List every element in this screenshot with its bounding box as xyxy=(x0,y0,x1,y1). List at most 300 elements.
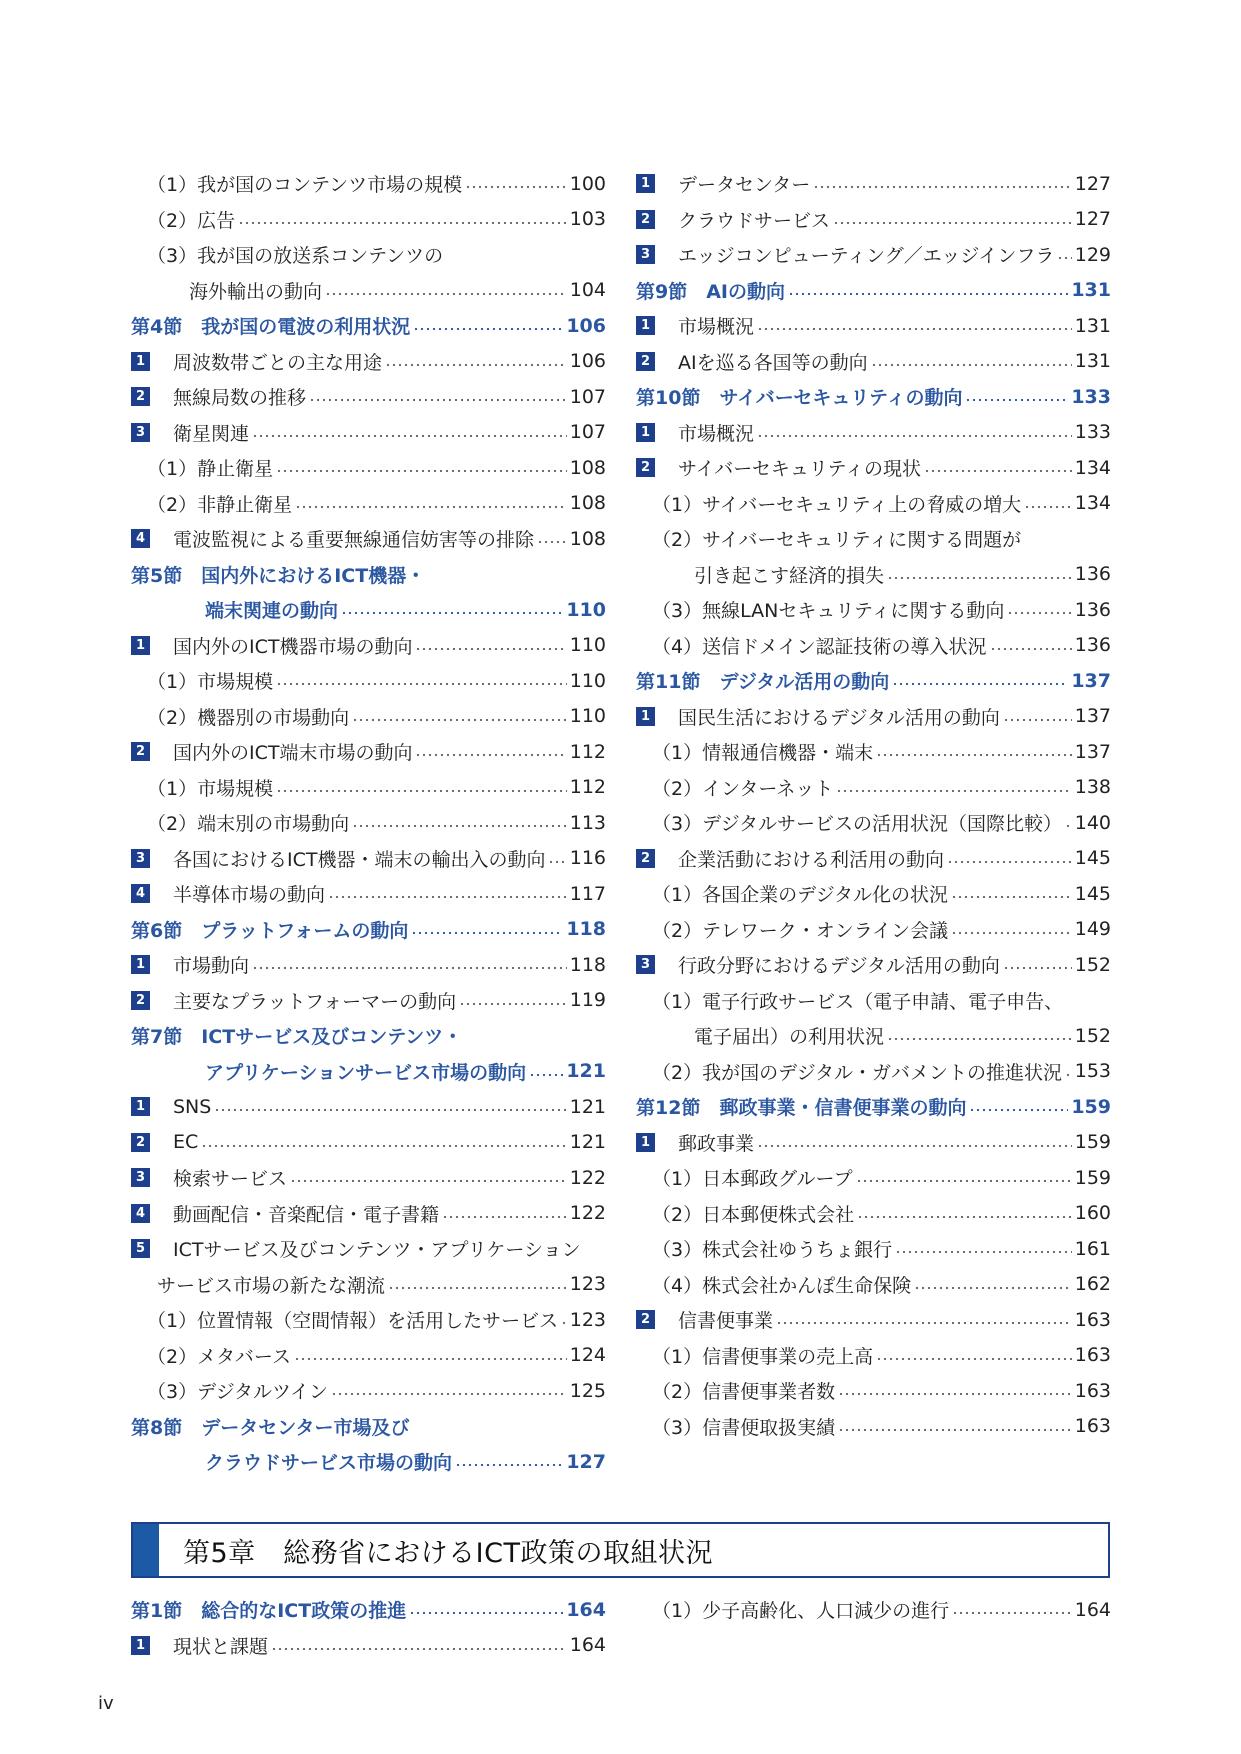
page-ref: 136 xyxy=(1074,563,1111,586)
toc-row xyxy=(636,486,1111,522)
dot-leader xyxy=(413,308,563,344)
entry-title: （2）非静止衛星 xyxy=(147,490,295,517)
item-number-badge: 2 xyxy=(131,387,150,406)
toc-row xyxy=(131,947,606,983)
entry-title: アプリケーションサービス市場の動向 xyxy=(205,1058,529,1085)
page-ref: 119 xyxy=(569,989,606,1012)
toc-entry[interactable] xyxy=(205,592,606,628)
page-ref: 118 xyxy=(569,953,606,976)
toc-entry[interactable] xyxy=(147,1338,606,1374)
page-ref: 161 xyxy=(1074,1237,1111,1260)
toc-row xyxy=(636,1338,1111,1374)
toc-entry[interactable] xyxy=(678,947,1111,983)
toc-entry[interactable] xyxy=(636,379,1111,415)
toc-entry[interactable] xyxy=(678,166,1111,202)
page-ref: 131 xyxy=(1071,279,1111,302)
dot-leader xyxy=(1003,947,1072,983)
toc-row xyxy=(636,876,1111,912)
toc-entry[interactable] xyxy=(652,912,1111,948)
dot-leader xyxy=(924,450,1072,486)
item-number-badge: 4 xyxy=(131,529,150,548)
dot-leader xyxy=(328,876,567,912)
item-number-badge: 2 xyxy=(636,458,655,477)
dot-leader xyxy=(548,841,566,877)
toc-entry[interactable] xyxy=(678,841,1111,877)
page-ref: 159 xyxy=(1074,1166,1111,1189)
toc-entry[interactable] xyxy=(173,876,606,912)
entry-title: （4）送信ドメイン認証技術の導入状況 xyxy=(652,632,990,659)
page-ref: 137 xyxy=(1074,740,1111,763)
page-ref: 140 xyxy=(1074,811,1111,834)
toc-entry[interactable] xyxy=(173,344,606,380)
page-ref: 110 xyxy=(569,669,606,692)
item-number-badge: 2 xyxy=(636,1310,655,1329)
entry-title: （3）デジタルサービスの活用状況（国際比較） xyxy=(652,809,1065,836)
page-ref: 127 xyxy=(1074,172,1111,195)
toc-entry[interactable] xyxy=(131,308,606,344)
entry-title: （2）インターネット xyxy=(652,774,836,801)
entry-title: データセンター xyxy=(678,170,813,197)
item-number-badge: 2 xyxy=(636,210,655,229)
entry-title: ICTサービス及びコンテンツ・アプリケーション xyxy=(173,1235,584,1262)
dot-leader xyxy=(352,805,567,841)
item-number-badge: 1 xyxy=(636,174,655,193)
toc-entry[interactable] xyxy=(147,202,606,238)
toc-row xyxy=(636,592,1111,628)
entry-title: （2）サイバーセキュリティに関する問題が xyxy=(652,525,1024,552)
toc-entry[interactable] xyxy=(678,202,1111,238)
page-ref: 153 xyxy=(1074,1060,1111,1083)
toc-row xyxy=(636,805,1111,841)
toc-entry[interactable] xyxy=(652,1267,1111,1303)
page-ref: 108 xyxy=(569,527,606,550)
toc-entry[interactable] xyxy=(678,1125,1111,1161)
toc-row xyxy=(636,202,1111,238)
page-ref: 127 xyxy=(566,1450,606,1473)
toc-row xyxy=(131,415,606,451)
entry-title: 各国におけるICT機器・端末の輸出入の動向 xyxy=(173,845,548,872)
toc-row xyxy=(636,450,1111,486)
item-number-badge: 4 xyxy=(131,884,150,903)
toc-row xyxy=(131,1125,606,1161)
toc-row xyxy=(131,166,606,202)
dot-leader xyxy=(914,1267,1072,1303)
dot-leader xyxy=(415,628,566,664)
toc-row xyxy=(636,1196,1111,1232)
toc-entry[interactable] xyxy=(652,628,1111,664)
toc-row xyxy=(636,1018,1111,1054)
toc-row xyxy=(131,1628,606,1664)
entry-title: （1）サイバーセキュリティ上の脅威の増大 xyxy=(652,490,1024,517)
entry-title: （3）我が国の放送系コンテンツの xyxy=(147,241,446,268)
page-ref: 131 xyxy=(1074,314,1111,337)
entry-title: 半導体市場の動向 xyxy=(173,880,328,907)
toc-entry[interactable] xyxy=(173,628,606,664)
entry-title: 海外輸出の動向 xyxy=(189,277,325,304)
page-ref: 137 xyxy=(1074,705,1111,728)
toc-row xyxy=(131,344,606,380)
toc-entry[interactable] xyxy=(652,1409,1111,1445)
item-number-badge: 3 xyxy=(131,849,150,868)
toc-entry[interactable] xyxy=(652,1054,1111,1090)
page-ref: 100 xyxy=(569,172,606,195)
page-ref: 134 xyxy=(1074,492,1111,515)
toc-row xyxy=(636,947,1111,983)
toc-row xyxy=(131,1302,606,1338)
entry-title: （1）市場規模 xyxy=(147,667,276,694)
page-ref: 145 xyxy=(1074,882,1111,905)
page-ref: 113 xyxy=(569,811,606,834)
dot-leader xyxy=(411,912,563,948)
toc-entry[interactable] xyxy=(678,308,1111,344)
toc-entry[interactable] xyxy=(173,841,606,877)
toc-row xyxy=(131,557,606,593)
item-number-badge: 2 xyxy=(131,1133,150,1152)
toc-entry[interactable] xyxy=(147,486,606,522)
toc-entry[interactable] xyxy=(652,770,1111,806)
toc-entry[interactable] xyxy=(205,1054,606,1090)
toc-row xyxy=(131,450,606,486)
toc-entry[interactable] xyxy=(157,1267,606,1303)
item-number-badge: 2 xyxy=(636,352,655,371)
toc-row xyxy=(636,912,1111,948)
toc-entry[interactable] xyxy=(173,521,606,557)
dot-leader xyxy=(309,379,567,415)
entry-title: 行政分野におけるデジタル活用の動向 xyxy=(678,951,1003,978)
toc-row xyxy=(131,805,606,841)
item-number-badge: 5 xyxy=(131,1239,150,1258)
page-ref: 127 xyxy=(1074,208,1111,231)
dot-leader xyxy=(276,770,567,806)
toc-row xyxy=(131,237,606,273)
toc-entry[interactable] xyxy=(652,486,1111,522)
item-number-badge: 2 xyxy=(131,991,150,1010)
item-number-badge: 1 xyxy=(636,1133,655,1152)
dot-leader xyxy=(388,1267,567,1303)
toc-row xyxy=(636,308,1111,344)
toc-row xyxy=(131,1444,606,1480)
dot-leader xyxy=(271,1628,567,1664)
toc-entry[interactable] xyxy=(147,1302,606,1338)
item-number-badge: 1 xyxy=(131,1636,150,1655)
toc-entry[interactable] xyxy=(652,805,1111,841)
toc-row xyxy=(636,1089,1111,1125)
chapter-title: 第5章 総務省におけるICT政策の取組状況 xyxy=(183,1537,713,1569)
page-ref: 123 xyxy=(569,1273,606,1296)
toc-entry[interactable] xyxy=(694,557,1111,593)
entry-title: 現状と課題 xyxy=(173,1632,271,1659)
item-number-badge: 4 xyxy=(131,1204,150,1223)
entry-title: 動画配信・音楽配信・電子書籍 xyxy=(173,1200,442,1227)
toc-entry[interactable] xyxy=(678,450,1111,486)
toc-row xyxy=(636,1054,1111,1090)
toc-entry[interactable] xyxy=(652,1196,1111,1232)
toc-row xyxy=(131,1018,606,1054)
toc-row xyxy=(131,912,606,948)
toc-entry[interactable] xyxy=(636,1089,1111,1125)
page-ref: 110 xyxy=(569,634,606,657)
dot-leader xyxy=(757,308,1072,344)
entry-title: クラウドサービス市場の動向 xyxy=(205,1448,455,1475)
dot-leader xyxy=(876,1338,1072,1374)
toc-entry[interactable] xyxy=(678,699,1111,735)
dot-leader xyxy=(876,734,1072,770)
dot-leader xyxy=(341,592,563,628)
dot-leader xyxy=(201,1125,566,1161)
entry-title: 市場概況 xyxy=(678,419,757,446)
page-ref: 138 xyxy=(1074,776,1111,799)
toc-entry[interactable] xyxy=(652,734,1111,770)
entry-title: EC xyxy=(173,1131,201,1153)
page-ref: 112 xyxy=(569,776,606,799)
dot-leader xyxy=(455,1444,563,1480)
toc-row xyxy=(131,663,606,699)
dot-leader xyxy=(1003,699,1072,735)
dot-leader xyxy=(331,1373,567,1409)
page-ref: 106 xyxy=(566,314,606,337)
toc-entry[interactable] xyxy=(147,450,606,486)
dot-leader xyxy=(1065,805,1072,841)
toc-entry[interactable] xyxy=(652,521,1111,557)
toc-entry[interactable] xyxy=(131,557,606,593)
entry-title: （1）情報通信機器・端末 xyxy=(652,738,876,765)
toc-entry[interactable] xyxy=(173,1160,606,1196)
entry-title: 電子届出）の利用状況 xyxy=(694,1022,887,1049)
entry-title: （2）メタバース xyxy=(147,1342,294,1369)
page-ref: 159 xyxy=(1074,1131,1111,1154)
entry-title: （1）少子高齢化、人口減少の進行 xyxy=(652,1596,952,1623)
page-ref: 117 xyxy=(569,882,606,905)
toc-row xyxy=(131,1338,606,1374)
entry-title: SNS xyxy=(173,1096,214,1118)
toc-entry[interactable] xyxy=(189,273,606,309)
toc-row xyxy=(636,379,1111,415)
item-number-badge: 3 xyxy=(636,955,655,974)
entry-title: 衛星関連 xyxy=(173,419,252,446)
page-ref: 110 xyxy=(569,705,606,728)
toc-entry[interactable] xyxy=(636,663,1111,699)
page-ref: 122 xyxy=(569,1202,606,1225)
toc-right-column xyxy=(636,166,1111,1444)
item-number-badge: 1 xyxy=(636,707,655,726)
toc-row xyxy=(636,415,1111,451)
entry-title: （2）機器別の市場動向 xyxy=(147,703,352,730)
toc-entry[interactable] xyxy=(131,1018,606,1054)
toc-entry[interactable] xyxy=(147,1373,606,1409)
page-ref: 124 xyxy=(569,1344,606,1367)
toc-row xyxy=(636,557,1111,593)
entry-title: 第9節 AIの動向 xyxy=(636,277,788,304)
dot-leader xyxy=(385,344,567,380)
dot-leader xyxy=(238,202,567,238)
page-ref: 104 xyxy=(569,279,606,302)
toc-entry[interactable] xyxy=(173,983,606,1019)
toc-entry[interactable] xyxy=(652,1338,1111,1374)
toc-entry[interactable] xyxy=(147,770,606,806)
page-ref: 110 xyxy=(566,598,606,621)
toc-row xyxy=(131,1160,606,1196)
toc-entry[interactable] xyxy=(173,379,606,415)
toc-entry[interactable] xyxy=(173,1628,606,1664)
entry-title: （2）テレワーク・オンライン会議 xyxy=(652,916,951,943)
toc-entry[interactable] xyxy=(205,1444,606,1480)
item-number-badge: 1 xyxy=(131,955,150,974)
toc-entry[interactable] xyxy=(652,1231,1111,1267)
entry-title: 主要なプラットフォーマーの動向 xyxy=(173,987,459,1014)
toc-row xyxy=(636,841,1111,877)
entry-title: エッジコンピューティング／エッジインフラ xyxy=(678,241,1057,268)
toc-entry[interactable] xyxy=(147,805,606,841)
toc-row xyxy=(636,1125,1111,1161)
dot-leader xyxy=(952,1592,1072,1628)
toc-entry[interactable] xyxy=(173,1089,606,1125)
toc-row xyxy=(131,1089,606,1125)
toc-row xyxy=(131,592,606,628)
page-ref: 133 xyxy=(1074,421,1111,444)
entry-title: （3）信書便取扱実績 xyxy=(652,1413,838,1440)
toc-entry[interactable] xyxy=(678,415,1111,451)
dot-leader xyxy=(295,486,567,522)
dot-leader xyxy=(788,273,1068,309)
toc-entry[interactable] xyxy=(652,1160,1111,1196)
toc-entry[interactable] xyxy=(173,1231,606,1267)
entry-title: （2）信書便事業者数 xyxy=(652,1377,838,1404)
page-ref: 149 xyxy=(1074,918,1111,941)
toc-entry[interactable] xyxy=(652,876,1111,912)
dot-leader xyxy=(757,415,1072,451)
toc-row xyxy=(131,1373,606,1409)
toc-row xyxy=(636,770,1111,806)
dot-leader xyxy=(276,450,567,486)
entry-title: （1）日本郵政グループ xyxy=(652,1164,856,1191)
page-ref: 163 xyxy=(1074,1415,1111,1438)
toc-row xyxy=(636,1373,1111,1409)
toc-entry[interactable] xyxy=(652,1592,1111,1628)
toc-entry[interactable] xyxy=(652,983,1111,1019)
toc-row xyxy=(131,734,606,770)
dot-leader xyxy=(965,379,1068,415)
toc-entry[interactable] xyxy=(147,237,606,273)
toc-entry[interactable] xyxy=(678,344,1111,380)
page-ref: 108 xyxy=(569,456,606,479)
toc-row xyxy=(131,699,606,735)
dot-leader xyxy=(252,947,567,983)
page-number: iv xyxy=(98,1693,114,1714)
entry-title: （3）デジタルツイン xyxy=(147,1377,331,1404)
dot-leader xyxy=(214,1089,566,1125)
dot-leader xyxy=(969,1089,1068,1125)
toc-entry[interactable] xyxy=(678,237,1111,273)
toc-entry[interactable] xyxy=(147,166,606,202)
toc-entry[interactable] xyxy=(131,1592,606,1628)
entry-title: （1）静止衛星 xyxy=(147,454,276,481)
toc-row xyxy=(636,1409,1111,1445)
toc-row xyxy=(131,1592,606,1628)
dot-leader xyxy=(838,1409,1072,1445)
toc-entry[interactable] xyxy=(173,415,606,451)
entry-title: AIを巡る各国等の動向 xyxy=(678,348,871,375)
toc-entry[interactable] xyxy=(652,1373,1111,1409)
entry-title: 第10節 サイバーセキュリティの動向 xyxy=(636,383,965,410)
toc-row xyxy=(636,344,1111,380)
dot-leader xyxy=(871,344,1072,380)
toc-entry[interactable] xyxy=(636,273,1111,309)
dot-leader xyxy=(951,876,1072,912)
entry-title: （2）日本郵便株式会社 xyxy=(652,1200,857,1227)
toc-entry[interactable] xyxy=(147,699,606,735)
toc-row xyxy=(636,1231,1111,1267)
dot-leader xyxy=(1057,237,1071,273)
entry-title: 国内外のICT機器市場の動向 xyxy=(173,632,415,659)
item-number-badge: 3 xyxy=(131,423,150,442)
dot-leader xyxy=(529,1054,563,1090)
toc-entry[interactable] xyxy=(678,1302,1111,1338)
dot-leader xyxy=(325,273,567,309)
dot-leader xyxy=(757,1125,1072,1161)
page-ref: 137 xyxy=(1071,669,1111,692)
page-ref: 106 xyxy=(569,350,606,373)
chapter-right-column xyxy=(636,1592,1111,1628)
item-number-badge: 1 xyxy=(131,1097,150,1116)
page-ref: 136 xyxy=(1074,598,1111,621)
entry-title: 第1節 総合的なICT政策の推進 xyxy=(131,1596,409,1623)
toc-row xyxy=(131,273,606,309)
entry-title: 国内外のICT端末市場の動向 xyxy=(173,738,415,765)
entry-title: クラウドサービス xyxy=(678,206,833,233)
toc-row xyxy=(131,202,606,238)
item-number-badge: 2 xyxy=(131,742,150,761)
entry-title: 無線局数の推移 xyxy=(173,383,309,410)
toc-entry[interactable] xyxy=(131,1409,606,1445)
toc-entry[interactable] xyxy=(147,663,606,699)
entry-title: サービス市場の新たな潮流 xyxy=(157,1271,388,1298)
entry-title: 第4節 我が国の電波の利用状況 xyxy=(131,312,413,339)
page-ref: 163 xyxy=(1074,1379,1111,1402)
page-ref: 121 xyxy=(566,1060,606,1083)
dot-leader xyxy=(1007,592,1071,628)
toc-entry[interactable] xyxy=(173,1196,606,1232)
entry-title: 検索サービス xyxy=(173,1164,290,1191)
toc-entry[interactable] xyxy=(652,592,1111,628)
dot-leader xyxy=(352,699,567,735)
entry-title: （1）我が国のコンテンツ市場の規模 xyxy=(147,170,465,197)
chapter-accent-bar xyxy=(133,1524,159,1576)
toc-row xyxy=(636,628,1111,664)
toc-row xyxy=(636,237,1111,273)
dot-leader xyxy=(838,1373,1072,1409)
entry-title: サイバーセキュリティの現状 xyxy=(678,454,924,481)
page-ref: 133 xyxy=(1071,385,1111,408)
entry-title: （1）信書便事業の売上高 xyxy=(652,1342,876,1369)
toc-entry[interactable] xyxy=(173,734,606,770)
toc-entry[interactable] xyxy=(173,947,606,983)
toc-entry[interactable] xyxy=(694,1018,1111,1054)
dot-leader xyxy=(947,841,1072,877)
toc-entry[interactable] xyxy=(131,912,606,948)
dot-leader xyxy=(857,1196,1072,1232)
page-ref: 163 xyxy=(1074,1344,1111,1367)
dot-leader xyxy=(892,663,1068,699)
dot-leader xyxy=(415,734,566,770)
item-number-badge: 1 xyxy=(131,352,150,371)
toc-entry[interactable] xyxy=(173,1125,606,1161)
entry-title: 第5節 国内外におけるICT機器・ xyxy=(131,561,428,588)
dot-leader xyxy=(951,912,1072,948)
dot-leader xyxy=(276,663,567,699)
entry-title: 企業活動における利活用の動向 xyxy=(678,845,947,872)
entry-title: 市場動向 xyxy=(173,951,252,978)
toc-row xyxy=(131,770,606,806)
